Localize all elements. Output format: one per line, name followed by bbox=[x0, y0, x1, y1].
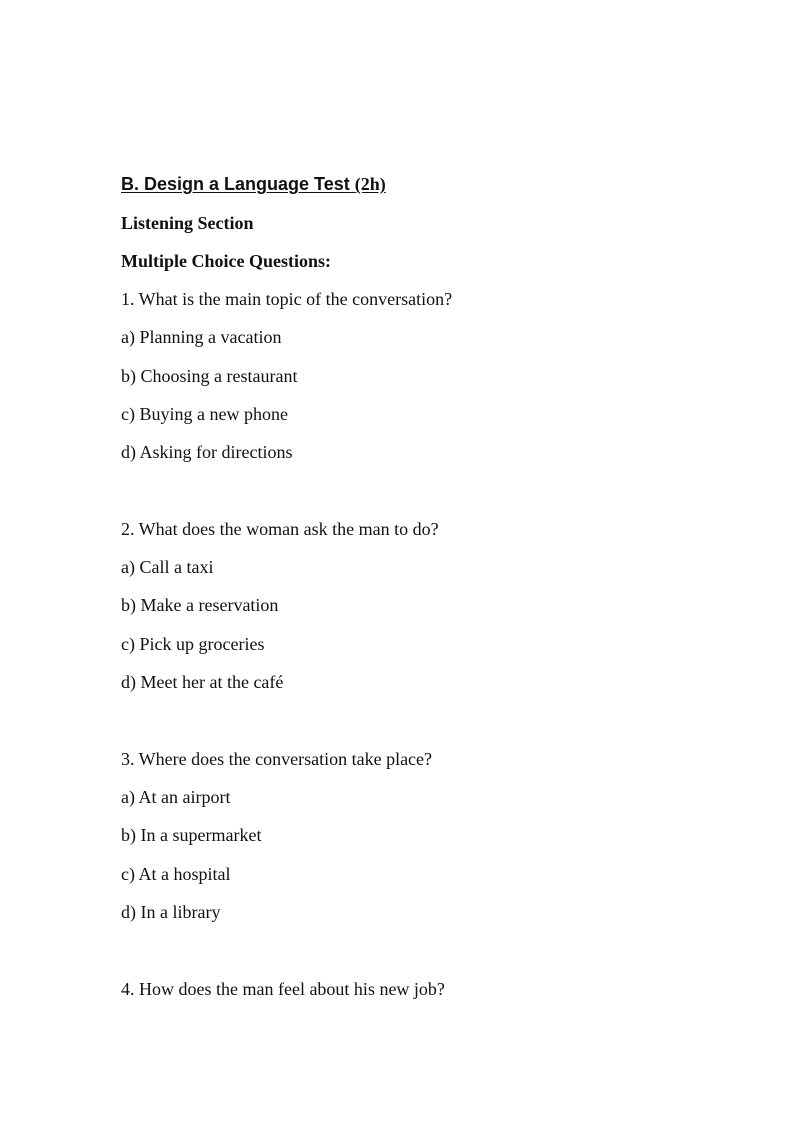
question-prompt: 2. What does the woman ask the man to do? bbox=[121, 519, 439, 539]
question-prompt: 1. What is the main topic of the conversation? bbox=[121, 289, 453, 309]
subsection-heading: Listening Section bbox=[121, 213, 254, 233]
section-title bbox=[121, 173, 386, 195]
answer-option: a) At an airport bbox=[121, 787, 231, 807]
answer-option: d) Meet her at the café bbox=[121, 672, 284, 692]
answer-option: c) Buying a new phone bbox=[121, 404, 288, 424]
answer-option: d) In a library bbox=[121, 902, 221, 922]
section-duration: (2h) bbox=[354, 174, 386, 194]
answer-option: d) Asking for directions bbox=[121, 442, 293, 462]
question-type-heading: Multiple Choice Questions: bbox=[121, 251, 331, 271]
section-title-text: B. Design a Language Test bbox=[121, 174, 350, 194]
answer-option: b) Choosing a restaurant bbox=[121, 366, 298, 386]
answer-option: a) Planning a vacation bbox=[121, 327, 282, 347]
question-prompt: 4. How does the man feel about his new job? bbox=[121, 979, 445, 999]
answer-option: c) At a hospital bbox=[121, 864, 231, 884]
answer-option: b) In a supermarket bbox=[121, 825, 262, 845]
answer-option: a) Call a taxi bbox=[121, 557, 214, 577]
answer-option: c) Pick up groceries bbox=[121, 634, 265, 654]
question-prompt: 3. Where does the conversation take place? bbox=[121, 749, 433, 769]
answer-option: b) Make a reservation bbox=[121, 595, 279, 615]
document-page bbox=[121, 0, 721, 1131]
